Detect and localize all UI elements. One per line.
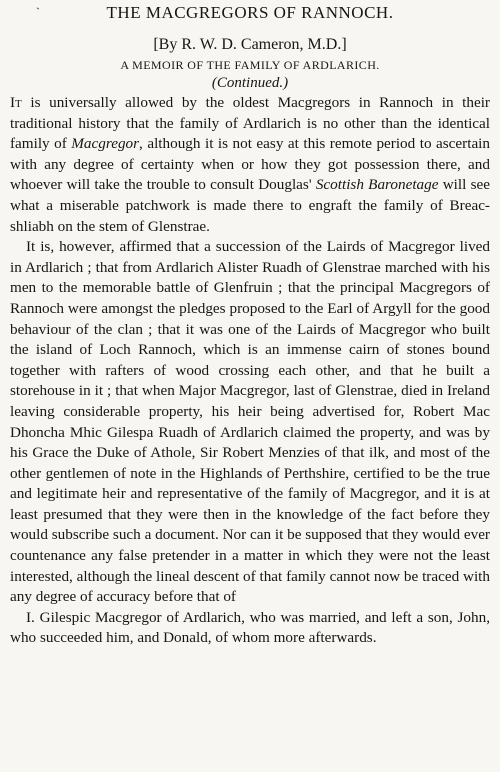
stray-mark: ` [36,5,40,19]
continued-note: (Continued.) [211,75,289,91]
paragraph-2: It is, however, affirmed that a succession of the Lairds of Macgregor lived in Ardlarich ; that from Ardlarich Alister Ruadh of Glenstrae marched with his men to the memorable battle of Glenfruin ; that the principal Macgregors of Rannoch were amongst the pledges proposed to the Earl of Argyll for the good behaviour of the clan ; that it was one of the Lairds of Macgregor who built the island of Loch Rannoch, which is an immense cairn of stones bound together with rafters of wood crossing each other, and that he built a storehouse in it ; that when Major Macgregor, last of Glenstrae, died in Ireland leaving considerable property, his heir being advertised for, Robert Mac Dhoncha Mhic Gilespa Ruadh of Ardlarich claimed the property, and was by his Grace the Duke of Athole, Sir Robert Menzies of that ilk, and most of the other gentlemen of note in the Highlands of Perthshire, certified to be the true and legitimate heir and representative of the family of Macgregor, and it is at least presumed that they were then in the knowledge of the fact before they would subscribe such a document. Nor can it be supposed that they would ever countenance any false pretender in a matter in which they were not the least interested, although the lineal descent of that family cannot now be traced with any degree of accuracy before that of [10,238,490,606]
paragraph-1 [10,93,490,237]
article-body [10,93,490,649]
baronetage-title: Scottish Baronetage [315,176,439,194]
article-title: THE MACGREGORS OF RANNOCH. [106,3,394,22]
memoir-subtitle: A MEMOIR OF THE FAMILY OF ARDLARICH. [120,58,380,72]
paragraph-1-text-a: is universally allowed by the oldest Macgregors in Rannoch in their traditional history that the family of Ardlarich is no other than the identical family of [10,94,490,153]
macgregor-emphasis: Macgregor [71,135,140,153]
paragraph-1-lead: It [10,94,22,111]
paragraph-3: I. Gilespic Macgregor of Ardlarich, who was married, and left a son, John, who succeeded him, and Donald, of whom more afterwards. [10,608,490,647]
paragraph-1-text-c: will see what a miserable patchwork is made there to engraft the family of Breac-shliabh on the stem of Glenstrae. [10,176,490,235]
author-byline: [By R. W. D. Cameron, M.D.] [153,36,347,53]
paragraph-1-text-b: , although it is not easy at this remote period to ascertain with any degree of certainty when or how they got possession there, and whoever will take the trouble to consult Douglas' [10,135,490,194]
